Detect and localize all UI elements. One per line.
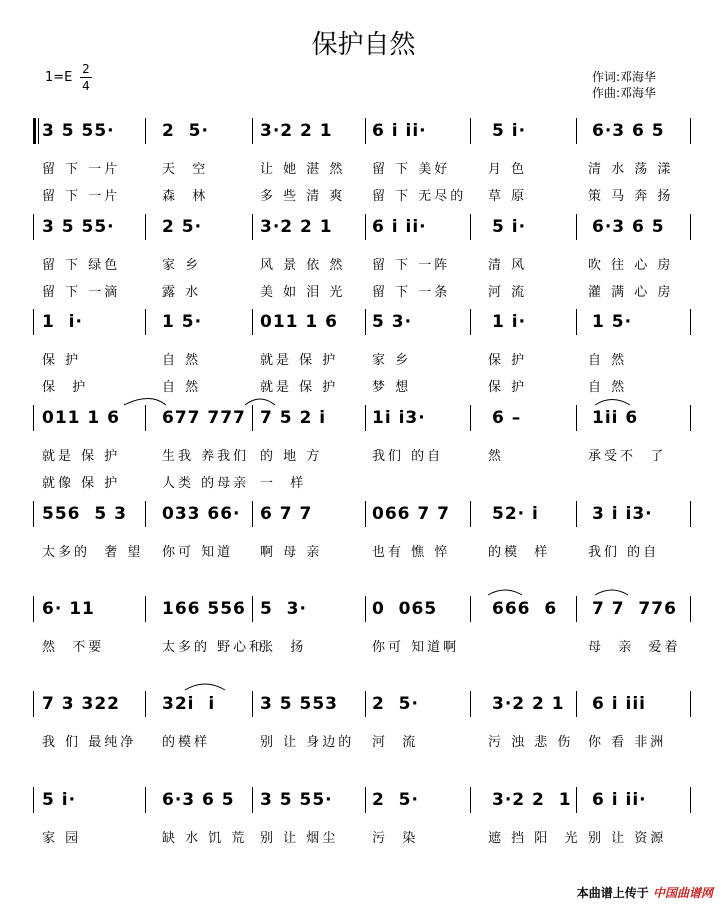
lyric-text: 的 地 方 xyxy=(260,449,323,464)
lyric-text: 吹 往 心 房 xyxy=(588,258,674,273)
lyric-text: 河 流 xyxy=(488,285,528,300)
lyric-text: 保 护 xyxy=(42,353,82,368)
lyric-text: 保 护 xyxy=(42,380,89,395)
measure-notes: 1 i· xyxy=(492,312,527,332)
measure-notes: 7 3 322 xyxy=(42,694,120,714)
time-signature-top: 2 xyxy=(82,62,90,76)
measure-notes: 7 5 2 i xyxy=(260,408,327,428)
lyric-text: 也有 憔 悴 xyxy=(372,545,451,560)
measure-notes: 5 i· xyxy=(42,790,77,810)
lyric-text: 太多的 野心和 xyxy=(162,640,266,655)
measure-notes: 6 i iii xyxy=(592,694,646,714)
lyric-text: 天 空 xyxy=(162,162,209,177)
lyric-text: 森 林 xyxy=(162,189,209,204)
lyric-text: 家 乡 xyxy=(162,258,202,273)
measure-notes: 6·3 6 5 xyxy=(162,790,235,810)
measure-notes: 3 5 55· xyxy=(42,217,115,237)
lyric-text: 让 她 湛 然 xyxy=(260,162,346,177)
measure-notes: 5 i· xyxy=(492,121,527,141)
lyric-text: 污 浊 悲 伤 xyxy=(488,735,574,750)
measure-notes: 5 3· xyxy=(372,312,413,332)
lyric-text: 别 让 身边的 xyxy=(260,735,355,750)
lyric-text: 的模样 xyxy=(162,735,211,750)
measure-notes: 6·3 6 5 xyxy=(592,121,665,141)
lyric-text: 保 护 xyxy=(488,353,528,368)
lyric-text: 清 风 xyxy=(488,258,528,273)
lyric-text: 遮 挡 阳 光 xyxy=(488,831,581,846)
lyric-text: 留 下 一片 xyxy=(42,189,121,204)
lyric-text: 缺 水 饥 荒 xyxy=(162,831,248,846)
measure-notes: 7 7 776 xyxy=(592,599,677,619)
lyric-text: 多 些 清 爽 xyxy=(260,189,346,204)
lyric-text: 我们 的自 xyxy=(372,449,444,464)
measure-notes: 6 – xyxy=(492,408,522,428)
time-signature-bottom: 4 xyxy=(82,79,90,93)
lyric-text: 留 下 一片 xyxy=(42,162,121,177)
lyric-text: 就是 保 护 xyxy=(260,353,339,368)
measure-notes: 1 5· xyxy=(162,312,203,332)
measure-notes: 3 5 553 xyxy=(260,694,338,714)
lyric-text: 家 乡 xyxy=(372,353,412,368)
lyric-text: 就是 保 护 xyxy=(42,449,121,464)
lyric-text: 别 让 烟尘 xyxy=(260,831,339,846)
measure-notes: 3·2 2 1 xyxy=(260,217,333,237)
measure-notes: 011 1 6 xyxy=(42,408,120,428)
lyricist-credit: 作词:邓海华 xyxy=(592,70,657,84)
lyric-text: 自 然 xyxy=(162,380,202,395)
lyric-text: 河 流 xyxy=(372,735,419,750)
lyric-text: 草 原 xyxy=(488,189,528,204)
measure-notes: 6 i ii· xyxy=(372,217,427,237)
measure-notes: 32i i xyxy=(162,694,216,714)
measure-notes: 6·3 6 5 xyxy=(592,217,665,237)
lyric-text: 梦 想 xyxy=(372,380,412,395)
measure-notes: 666 6 xyxy=(492,599,558,619)
lyric-text: 留 下 一条 xyxy=(372,285,451,300)
lyric-text: 清 水 荡 漾 xyxy=(588,162,674,177)
composer-credit: 作曲:邓海华 xyxy=(592,86,657,100)
measure-notes: 2 5· xyxy=(372,790,419,810)
footer-brand: 中国曲谱网 xyxy=(652,886,713,900)
measure-notes: 033 66· xyxy=(162,504,241,524)
lyric-text: 留 下 一阵 xyxy=(372,258,451,273)
lyric-text: 家 园 xyxy=(42,831,82,846)
lyric-text: 然 不要 xyxy=(42,640,105,655)
lyric-text: 保 护 xyxy=(488,380,528,395)
lyric-text: 污 染 xyxy=(372,831,419,846)
lyric-text: 留 下 绿色 xyxy=(42,258,121,273)
measure-notes: 2 5· xyxy=(372,694,419,714)
lyric-text: 风 景 依 然 xyxy=(260,258,346,273)
measure-notes: 5 3· xyxy=(260,599,307,619)
lyric-text: 自 然 xyxy=(588,380,628,395)
lyric-text: 一 样 xyxy=(260,476,307,491)
measure-notes: 6 7 7 xyxy=(260,504,313,524)
key-signature: 1=E xyxy=(45,70,73,85)
lyric-text: 就是 保 护 xyxy=(260,380,339,395)
measure-notes: 556 5 3 xyxy=(42,504,127,524)
measure-notes: 2 5· xyxy=(162,217,203,237)
lyric-text: 生我 养我们 xyxy=(162,449,250,464)
lyric-text: 别 让 资源 xyxy=(588,831,667,846)
measure-notes: 2 5· xyxy=(162,121,209,141)
measure-notes: 52· i xyxy=(492,504,539,524)
lyric-text: 自 然 xyxy=(162,353,202,368)
lyric-text: 留 下 一滴 xyxy=(42,285,121,300)
lyric-text: 我们 的自 xyxy=(588,545,660,560)
measure-notes: 5 i· xyxy=(492,217,527,237)
measure-notes: 6 i ii· xyxy=(372,121,427,141)
lyric-text: 你可 知道啊 xyxy=(372,640,460,655)
footer-text: 本曲谱上传于 xyxy=(576,886,649,900)
measure-notes: 3·2 2 1 xyxy=(492,694,565,714)
measure-notes: 1ii 6 xyxy=(592,408,639,428)
lyric-text: 留 下 无尽的 xyxy=(372,189,467,204)
lyric-text: 母 亲 爱着 xyxy=(588,640,681,655)
lyric-text: 人类 的母亲 xyxy=(162,476,250,491)
measure-notes: 3·2 2 1 xyxy=(260,121,333,141)
measure-notes: 677 777 xyxy=(162,408,246,428)
measure-notes: 3 5 55· xyxy=(260,790,333,810)
measure-notes: 3 5 55· xyxy=(42,121,115,141)
measure-notes: 1i i3· xyxy=(372,408,426,428)
lyric-text: 你可 知道 xyxy=(162,545,234,560)
measure-notes: 3·2 2 1 xyxy=(492,790,572,810)
measure-notes: 6· 11 xyxy=(42,599,95,619)
measure-notes: 3 i i3· xyxy=(592,504,653,524)
lyric-text: 承受不 了 xyxy=(588,449,667,464)
lyric-text: 灌 满 心 房 xyxy=(588,285,674,300)
lyric-text: 自 然 xyxy=(588,353,628,368)
lyric-text: 露 水 xyxy=(162,285,202,300)
lyric-text: 的模 样 xyxy=(488,545,551,560)
measure-notes: 0 065 xyxy=(372,599,438,619)
lyric-text: 你 看 非洲 xyxy=(588,735,667,750)
lyric-text: 策 马 奔 扬 xyxy=(588,189,674,204)
measure-notes: 1 i· xyxy=(42,312,83,332)
measure-notes: 1 5· xyxy=(592,312,633,332)
lyric-text: 美 如 泪 光 xyxy=(260,285,346,300)
lyric-text: 月 色 xyxy=(488,162,528,177)
lyric-text: 太多的 奢 望 xyxy=(42,545,144,560)
lyric-text: 我 们 最纯净 xyxy=(42,735,137,750)
lyric-text: 留 下 美好 xyxy=(372,162,451,177)
measure-notes: 166 556 xyxy=(162,599,246,619)
lyric-text: 然 xyxy=(488,449,505,464)
lyric-text: 啊 母 亲 xyxy=(260,545,323,560)
measure-notes: 066 7 7 xyxy=(372,504,450,524)
footer xyxy=(577,884,713,901)
lyric-text: 就像 保 护 xyxy=(42,476,121,491)
measure-notes: 011 1 6 xyxy=(260,312,338,332)
song-title: 保护自然 xyxy=(311,30,416,60)
measure-notes: 6 i ii· xyxy=(592,790,647,810)
lyric-text: 张 扬 xyxy=(260,640,307,655)
